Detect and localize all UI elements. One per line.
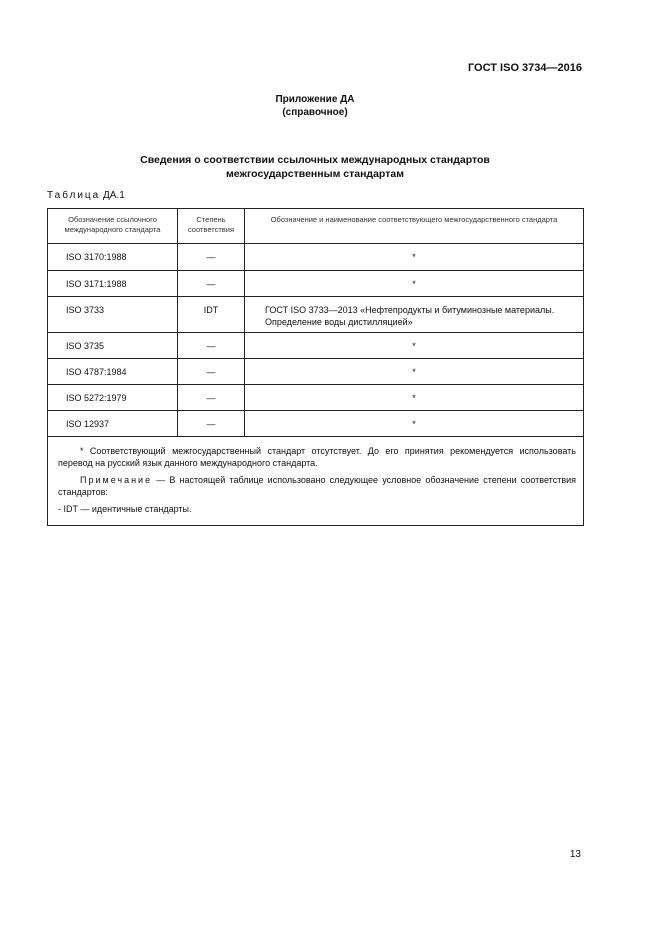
header-degree: Степень соответствия xyxy=(178,209,245,244)
table-row xyxy=(48,271,584,297)
footnote-text: * Соответствующий межгосударственный стандарт отсутствует. До его принятия рекомендуется использовать перевод на русский язык данного международного стандарта. xyxy=(58,446,576,468)
note-paragraph xyxy=(58,474,576,498)
table-row xyxy=(48,244,584,271)
table-row xyxy=(48,297,584,333)
cell-degree: — xyxy=(178,333,245,359)
note-text: — В настоящей таблице использовано следующее условное обозначение степени соответствия стандартов: xyxy=(58,475,576,497)
cell-standard: ISO 3171:1988 xyxy=(48,271,178,297)
table-caption xyxy=(47,190,125,201)
table-header-row xyxy=(48,209,584,244)
note-word: Примечание xyxy=(80,475,153,485)
table-row xyxy=(48,411,584,437)
table-footnote-row xyxy=(48,437,584,526)
table-row xyxy=(48,359,584,385)
cell-standard: ISO 12937 xyxy=(48,411,178,437)
cell-correspondence: * xyxy=(245,411,584,437)
cell-standard: ISO 5272:1979 xyxy=(48,385,178,411)
table-footnote-cell xyxy=(48,437,584,526)
cell-correspondence: * xyxy=(245,271,584,297)
table-caption-number: ДА.1 xyxy=(103,190,125,201)
document-code: ГОСТ ISO 3734—2016 xyxy=(467,62,582,74)
appendix-subtitle: (справочное) xyxy=(282,107,348,118)
cell-correspondence: ГОСТ ISO 3733—2013 «Нефтепродукты и битуминозные материалы. Определение воды дистилляцией» xyxy=(245,297,584,333)
table-row xyxy=(48,385,584,411)
correspondence-table xyxy=(47,208,584,526)
table-caption-word: Таблица xyxy=(47,190,101,201)
cell-standard: ISO 4787:1984 xyxy=(48,359,178,385)
cell-degree: — xyxy=(178,385,245,411)
cell-correspondence: * xyxy=(245,385,584,411)
cell-correspondence: * xyxy=(245,359,584,385)
appendix-title: Приложение ДА xyxy=(275,94,355,105)
cell-standard: ISO 3735 xyxy=(48,333,178,359)
cell-standard: ISO 3170:1988 xyxy=(48,244,178,271)
cell-degree: IDT xyxy=(178,297,245,333)
cell-correspondence: * xyxy=(245,333,584,359)
cell-standard: ISO 3733 xyxy=(48,297,178,333)
cell-degree: — xyxy=(178,244,245,271)
appendix-heading xyxy=(0,93,630,119)
header-interstate-standard: Обозначение и наименование соответствующего межгосударственного стандарта xyxy=(245,209,584,244)
section-title-line2: межгосударственным стандартам xyxy=(226,168,404,180)
cell-degree: — xyxy=(178,271,245,297)
cell-degree: — xyxy=(178,411,245,437)
section-title-line1: Сведения о соответствии ссылочных международных стандартов xyxy=(140,154,490,166)
cell-correspondence: * xyxy=(245,244,584,271)
header-international-standard: Обозначение ссылочного международного стандарта xyxy=(48,209,178,244)
section-title xyxy=(0,153,630,181)
table-row xyxy=(48,333,584,359)
note-item: - IDT — идентичные стандарты. xyxy=(58,504,192,514)
cell-degree: — xyxy=(178,359,245,385)
page-number: 13 xyxy=(569,849,581,860)
